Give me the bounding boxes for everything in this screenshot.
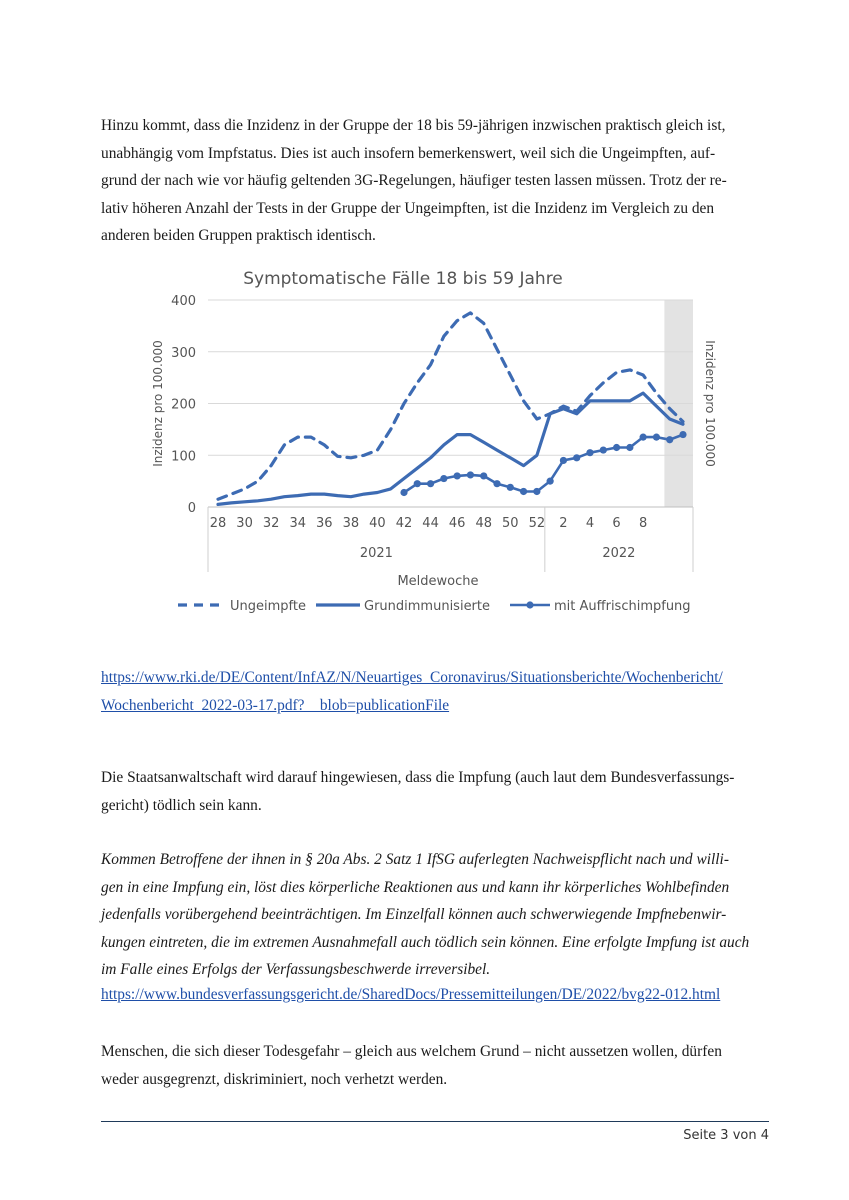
series-point	[400, 489, 407, 496]
x-tick-label: 46	[448, 516, 466, 531]
y-axis-label-left: Inzidenz pro 100.000	[151, 340, 165, 467]
y-tick-label: 100	[171, 449, 196, 465]
series-point	[547, 478, 554, 485]
x-tick-label: 2	[559, 516, 568, 531]
x-tick-label: 30	[236, 516, 253, 531]
x-tick-label: 8	[639, 516, 648, 531]
series-point	[679, 431, 686, 438]
legend-label-ungeimpfte: Ungeimpfte	[230, 599, 306, 614]
x-tick-label: 32	[262, 516, 280, 531]
x-tick-label: 48	[475, 516, 492, 531]
x-tick-label: 50	[502, 516, 519, 531]
series-line-1	[218, 313, 683, 499]
y-tick-label: 200	[171, 397, 196, 413]
series-point	[467, 471, 474, 478]
x-tick-label: 6	[612, 516, 621, 531]
incidence-chart	[138, 262, 718, 632]
rki-link-line-1[interactable]: https://www.rki.de/DE/Content/InfAZ/N/Neuartiges_Coronavirus/Situationsberichte/Wochenbericht/	[101, 669, 723, 686]
series-point	[613, 444, 620, 451]
legend-swatch-point	[526, 601, 533, 608]
series-point	[666, 436, 673, 443]
series-point	[520, 488, 527, 495]
rki-link-block	[101, 664, 761, 719]
x-tick-label: 42	[395, 516, 413, 531]
rki-link-line-2[interactable]: Wochenbericht_2022-03-17.pdf?__blob=publicationFile	[101, 696, 450, 714]
series-point	[427, 480, 434, 487]
x-tick-label: 34	[289, 516, 306, 531]
chart-title: Symptomatische Fälle 18 bis 59 Jahre	[243, 269, 563, 289]
paragraph-prosecutor: Die Staatsanwaltschaft wird darauf hingewiesen, dass die Impfung (auch laut dem Bundesverfassungs-gericht) tödlich sein kann.	[101, 769, 735, 814]
series-point	[653, 434, 660, 441]
x-tick-label: 52	[528, 516, 546, 531]
series-point	[560, 457, 567, 464]
year-label-2021: 2021	[359, 546, 393, 561]
y-tick-label: 0	[187, 501, 196, 516]
series-point	[493, 480, 500, 487]
x-tick-label: 38	[342, 516, 360, 531]
paragraph-closing: Menschen, die sich dieser Todesgefahr – gleich aus welchem Grund – nicht aussetzen wollen, dürfen weder ausgegrenzt, diskriminiert, noch verhetzt werden.	[101, 1043, 722, 1088]
series-point	[414, 480, 421, 487]
legend-label-grundimmunisierte: Grundimmunisierte	[364, 599, 491, 614]
court-quote-text: Kommen Betroffene der ihnen in § 20a Abs. 2 Satz 1 IfSG auferlegten Nachweispflicht nach und willi-gen in eine Impfung ein, löst dies körperliche Reaktionen aus und kann ihr körperliches Wohlbefinden jedenfalls vorübergehend beeinträchtigen. Im Einzelfall können auch schwerwiegende Impfnebenwir-kungen eintreten, die im extremen Ausnahmefall auch tödlich sein können. Eine erfolgte Impfung ist auch im Falle eines Erfolgs der Verfassungsbeschwerde irreversibel.	[101, 851, 750, 978]
series-point	[626, 444, 633, 451]
year-label-2022: 2022	[602, 546, 636, 561]
court-quote	[101, 846, 751, 984]
legend-label-auffrischimpfung: mit Auffrischimpfung	[554, 599, 691, 614]
series-point	[640, 434, 647, 441]
series-point	[454, 472, 461, 479]
x-tick-label: 44	[422, 516, 439, 531]
x-axis-label: Meldewoche	[397, 574, 479, 589]
bverfg-link-block	[101, 981, 761, 1009]
chart-svg	[138, 262, 718, 632]
x-tick-label: 36	[316, 516, 333, 531]
x-tick-label: 4	[585, 516, 595, 531]
series-point	[573, 454, 580, 461]
series-point	[586, 449, 593, 456]
series-point	[440, 475, 447, 482]
y-tick-label: 400	[171, 294, 196, 309]
paragraph-incidence: Hinzu kommt, dass die Inzidenz in der Gruppe der 18 bis 59-jährigen inzwischen praktisch gleich ist, unabhängig vom Impfstatus. Dies ist auch insofern bemerkenswert, weil sich die Ungeimpften, auf-grund der nach wie vor häufig geltenden 3G-Regelungen, häufiger testen lassen müssen. Trotz der re-lativ höheren Anzahl der Tests in der Gruppe der Ungeimpften, ist die Inzidenz im Vergleich zu den anderen beiden Gruppen praktisch identisch.	[101, 117, 727, 244]
x-tick-label: 40	[369, 516, 386, 531]
series-point	[507, 484, 514, 491]
bverfg-link[interactable]: https://www.bundesverfassungsgericht.de/SharedDocs/Pressemitteilungen/DE/2022/bvg22-012.html	[101, 986, 721, 1003]
series-point	[533, 488, 540, 495]
y-tick-label: 300	[171, 345, 196, 361]
x-tick-label: 28	[209, 516, 227, 531]
footer-rule	[101, 1121, 769, 1122]
series-point	[480, 472, 487, 479]
y-axis-label-right: Inzidenz pro 100.000	[703, 340, 717, 467]
page-number: Seite 3 von 4	[683, 1128, 769, 1143]
series-point	[600, 446, 607, 453]
